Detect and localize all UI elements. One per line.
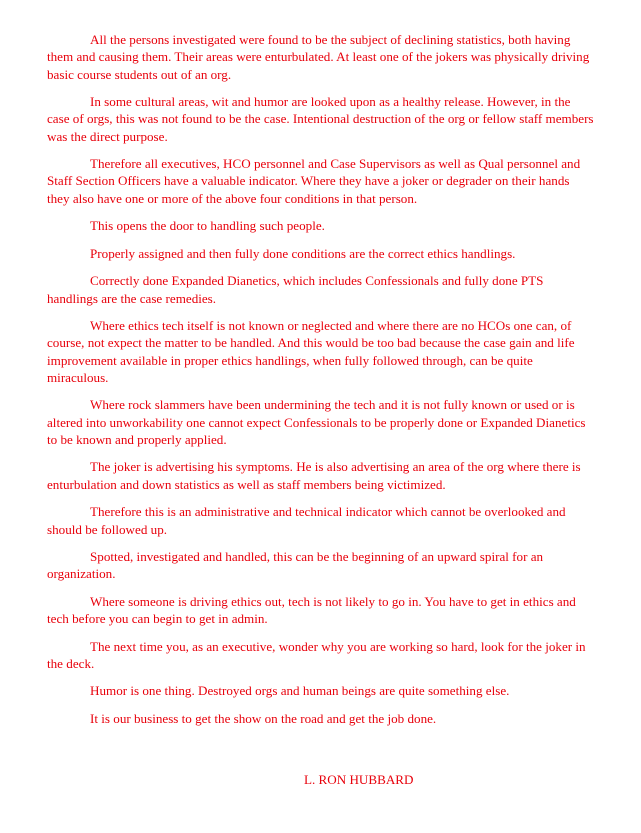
paragraph-7: Where ethics tech itself is not known or neglected and where there are no HCOs one can, of course, not expect the matter to be handled. And this would be too bad because the case gain and life improvement available in proper ethics handlings, when fully followed through, can be quite miraculous.	[47, 317, 575, 385]
paragraph-15: It is our business to get the show on the road and get the job done.	[90, 710, 437, 726]
paragraph-3: Therefore all executives, HCO personnel and Case Supervisors as well as Qual personnel and Staff Section Officers have a valuable indicator. Where they have a joker or degrader on their hands they also have one or more of the above four conditions in that person.	[47, 156, 581, 206]
document-body	[47, 31, 595, 737]
paragraph-13: The next time you, as an executive, wonder why you are working so hard, look for the joker in the deck.	[47, 638, 586, 671]
paragraph-2: In some cultural areas, wit and humor are looked upon as a healthy release. However, in the case of orgs, this was not found to be the case. Intentional destruction of the org or fellow staff members was the direct purpose.	[47, 94, 594, 144]
paragraph-10: Therefore this is an administrative and technical indicator which cannot be overlooked and should be followed up.	[47, 504, 566, 537]
paragraph-12: Where someone is driving ethics out, tech is not likely to go in. You have to get in ethics and tech before you can begin to get in admin.	[47, 593, 576, 627]
signature: L. RON HUBBARD	[304, 772, 414, 787]
paragraph-9: The joker is advertising his symptoms. He is also advertising an area of the org where there is enturbulation and down statistics as well as staff members being victimized.	[47, 459, 581, 492]
paragraph-6: Correctly done Expanded Dianetics, which includes Confessionals and fully done PTS handlings are the case remedies.	[47, 273, 544, 306]
paragraph-5: Properly assigned and then fully done conditions are the correct ethics handlings.	[90, 245, 516, 261]
paragraph-11: Spotted, investigated and handled, this can be the beginning of an upward spiral for an organization.	[47, 549, 544, 582]
paragraph-1: All the persons investigated were found to be the subject of declining statistics, both having them and causing them. Their areas were enturbulated. At least one of the jokers was physically driving basic course students out of an org.	[47, 32, 590, 82]
paragraph-14: Humor is one thing. Destroyed orgs and human beings are quite something else.	[90, 683, 510, 699]
paragraph-4: This opens the door to handling such people.	[90, 218, 325, 234]
paragraph-8: Where rock slammers have been undermining the tech and it is not fully known or used or is altered into unworkability one cannot expect Confessionals to be properly done or Expanded Dianetics to be known and properly applied.	[47, 397, 586, 447]
